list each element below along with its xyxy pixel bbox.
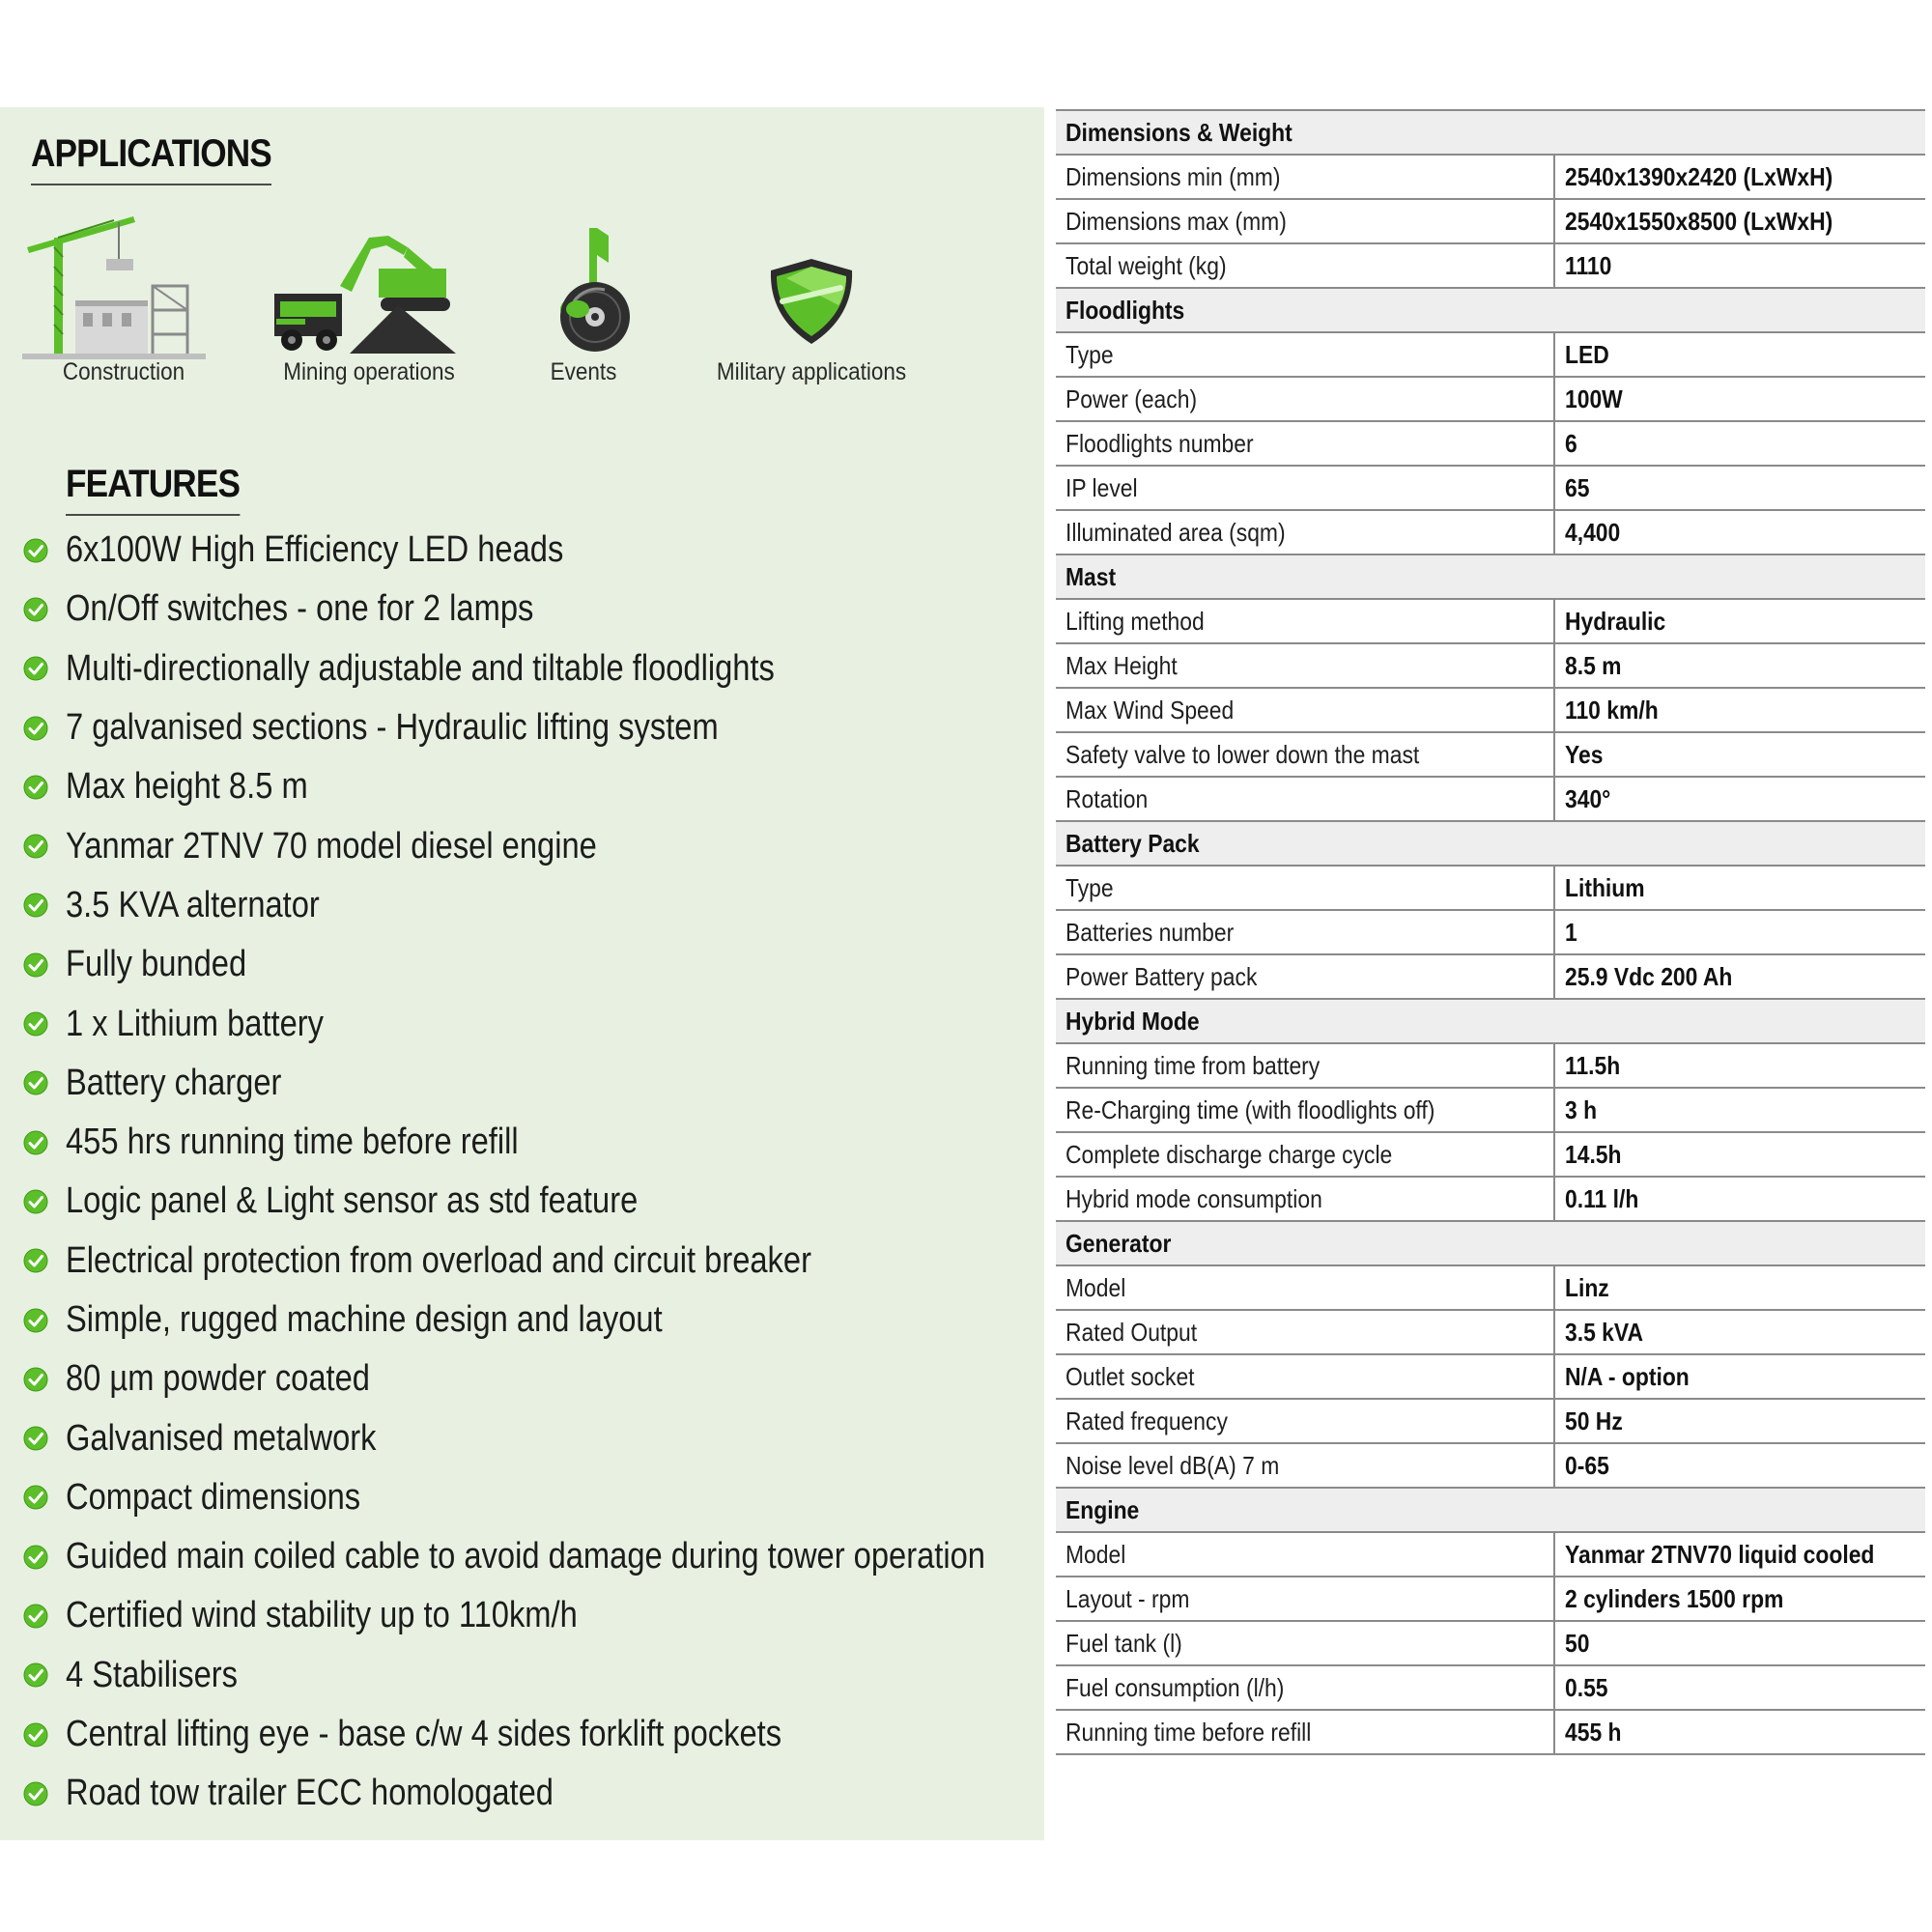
feature-item <box>23 698 1135 757</box>
spec-value <box>1554 466 1925 510</box>
spec-value <box>1554 1710 1925 1754</box>
spec-value-text: 50 <box>1565 1629 1590 1658</box>
spec-row <box>1056 1399 1925 1443</box>
feature-text: Yanmar 2TNV 70 model diesel engine <box>66 825 597 867</box>
spec-value <box>1554 243 1925 288</box>
check-circle-icon <box>23 952 48 978</box>
spec-row <box>1056 1443 1925 1488</box>
spec-key <box>1056 1399 1554 1443</box>
spec-key-text: IP level <box>1065 473 1138 502</box>
spec-value-text: 3 h <box>1565 1095 1598 1124</box>
spec-section-title-text: Engine <box>1065 1495 1140 1524</box>
spec-row <box>1056 688 1925 732</box>
spec-value-text: 455 h <box>1565 1718 1622 1747</box>
spec-key-text: Rotation <box>1065 784 1149 813</box>
specifications-table <box>1056 109 1925 1755</box>
check-circle-icon <box>23 1604 48 1629</box>
feature-text: Certified wind stability up to 110km/h <box>66 1595 578 1636</box>
spec-section-title <box>1056 554 1925 599</box>
feature-text: Logic panel & Light sensor as std feature <box>66 1180 639 1222</box>
spec-key-text: Hybrid mode consumption <box>1065 1184 1322 1213</box>
feature-item <box>23 1705 1135 1764</box>
feature-item <box>23 994 1135 1053</box>
spec-key-text: Running time from battery <box>1065 1051 1321 1080</box>
spec-section-title <box>1056 821 1925 866</box>
spec-key <box>1056 155 1554 199</box>
spec-section-header <box>1056 1221 1925 1265</box>
spec-value-text: 2540x1550x8500 (LxWxH) <box>1565 207 1833 236</box>
spec-row <box>1056 243 1925 288</box>
check-circle-icon <box>23 1722 48 1747</box>
spec-key <box>1056 199 1554 243</box>
spec-section-title-text: Dimensions & Weight <box>1065 118 1293 147</box>
feature-item <box>23 1350 1135 1408</box>
spec-key-text: Total weight (kg) <box>1065 251 1227 280</box>
spec-value-text: 2540x1390x2420 (LxWxH) <box>1565 162 1833 191</box>
spec-key-text: Illuminated area (sqm) <box>1065 518 1286 547</box>
application-label: Military applications <box>716 358 907 385</box>
check-circle-icon <box>23 1662 48 1688</box>
spec-key-text: Power Battery pack <box>1065 962 1258 991</box>
feature-text: Galvanised metalwork <box>66 1417 377 1459</box>
spec-key-text: Dimensions max (mm) <box>1065 207 1287 236</box>
spec-key-text: Safety valve to lower down the mast <box>1065 740 1420 769</box>
spec-value <box>1554 155 1925 199</box>
application-mining <box>263 209 475 402</box>
spec-row <box>1056 1310 1925 1354</box>
spec-key <box>1056 1710 1554 1754</box>
feature-text: Battery charger <box>66 1062 282 1103</box>
spec-section-title <box>1056 1221 1925 1265</box>
spec-row <box>1056 1354 1925 1399</box>
spec-value <box>1554 643 1925 688</box>
spec-row <box>1056 1265 1925 1310</box>
spec-key-text: Model <box>1065 1273 1126 1302</box>
spec-key <box>1056 1532 1554 1577</box>
feature-text: Multi-directionally adjustable and tiltable floodlights <box>66 647 775 689</box>
feature-text: Simple, rugged machine design and layout <box>66 1299 663 1340</box>
spec-key-text: Running time before refill <box>1065 1718 1312 1747</box>
feature-text: 1 x Lithium battery <box>66 1003 325 1044</box>
spec-section-header <box>1056 288 1925 332</box>
spec-value-text: Yanmar 2TNV70 liquid cooled <box>1565 1540 1875 1569</box>
spec-row <box>1056 643 1925 688</box>
check-circle-icon <box>23 1545 48 1570</box>
spec-key <box>1056 466 1554 510</box>
spec-value-text: 0.55 <box>1565 1673 1608 1702</box>
spec-key <box>1056 777 1554 821</box>
check-circle-icon <box>23 893 48 918</box>
spec-key-text: Layout - rpm <box>1065 1584 1190 1613</box>
feature-text: Fully bunded <box>66 944 247 985</box>
spec-value <box>1554 910 1925 954</box>
spec-value <box>1554 1088 1925 1132</box>
spec-value-text: 110 km/h <box>1565 696 1659 724</box>
feature-text: 80 µm powder coated <box>66 1358 370 1400</box>
spec-value <box>1554 332 1925 377</box>
spec-value-text: Lithium <box>1565 873 1645 902</box>
shield-icon <box>705 209 918 363</box>
spec-key-text: Complete discharge charge cycle <box>1065 1140 1393 1169</box>
spec-value <box>1554 866 1925 910</box>
spec-row <box>1056 510 1925 554</box>
spec-section-title <box>1056 288 1925 332</box>
spec-key <box>1056 688 1554 732</box>
spec-key <box>1056 243 1554 288</box>
spec-row <box>1056 199 1925 243</box>
spec-row <box>1056 1177 1925 1221</box>
spec-value-text: Hydraulic <box>1565 607 1666 636</box>
feature-item <box>23 935 1135 994</box>
spec-value-text: Linz <box>1565 1273 1609 1302</box>
check-circle-icon <box>23 1011 48 1037</box>
check-circle-icon <box>23 1308 48 1333</box>
spec-value-text: Yes <box>1565 740 1604 769</box>
feature-item <box>23 580 1135 639</box>
spec-key <box>1056 1665 1554 1710</box>
spec-value <box>1554 1399 1925 1443</box>
spec-key-text: Rated frequency <box>1065 1406 1228 1435</box>
spec-row <box>1056 1132 1925 1177</box>
check-circle-icon <box>23 1485 48 1510</box>
spec-value <box>1554 1310 1925 1354</box>
spec-key-text: Batteries number <box>1065 918 1235 947</box>
spec-row <box>1056 1088 1925 1132</box>
spec-key-text: Lifting method <box>1065 607 1205 636</box>
spec-value-text: 25.9 Vdc 200 Ah <box>1565 962 1733 991</box>
spec-key <box>1056 332 1554 377</box>
spec-row <box>1056 1710 1925 1754</box>
feature-item <box>23 1172 1135 1231</box>
feature-text: Guided main coiled cable to avoid damage during tower operation <box>66 1536 985 1577</box>
spec-key-text: Floodlights number <box>1065 429 1254 458</box>
spec-value-text: 0.11 l/h <box>1565 1184 1639 1213</box>
feature-item <box>23 1586 1135 1645</box>
spec-section-header <box>1056 999 1925 1043</box>
spec-value-text: 8.5 m <box>1565 651 1622 680</box>
spec-value-text: 6 <box>1565 429 1577 458</box>
spec-value <box>1554 954 1925 999</box>
feature-item <box>23 1291 1135 1350</box>
spec-value <box>1554 732 1925 777</box>
spec-value <box>1554 1443 1925 1488</box>
spec-value-text: N/A - option <box>1565 1362 1690 1391</box>
check-circle-icon <box>23 1189 48 1214</box>
check-circle-icon <box>23 834 48 859</box>
spec-section-title-text: Floodlights <box>1065 296 1185 325</box>
spec-row <box>1056 1043 1925 1088</box>
spec-section-header <box>1056 1488 1925 1532</box>
spec-key <box>1056 866 1554 910</box>
feature-text: 4 Stabilisers <box>66 1654 239 1695</box>
spec-key-text: Model <box>1065 1540 1126 1569</box>
feature-item <box>23 873 1135 935</box>
spec-key-text: Max Wind Speed <box>1065 696 1235 724</box>
spec-section-title <box>1056 999 1925 1043</box>
spec-key-text: Noise level dB(A) 7 m <box>1065 1451 1280 1480</box>
feature-text: Road tow trailer ECC homologated <box>66 1773 554 1814</box>
spec-row <box>1056 1577 1925 1621</box>
spec-value <box>1554 1577 1925 1621</box>
spec-key-text: Type <box>1065 873 1114 902</box>
spec-key <box>1056 1354 1554 1399</box>
applications-features-panel <box>0 107 1044 1840</box>
feature-list <box>23 521 1135 1824</box>
spec-row <box>1056 732 1925 777</box>
check-circle-icon <box>23 1781 48 1806</box>
spec-key-text: Re-Charging time (with floodlights off) <box>1065 1095 1435 1124</box>
spec-value <box>1554 510 1925 554</box>
check-circle-icon <box>23 775 48 800</box>
feature-text: On/Off switches - one for 2 lamps <box>66 588 534 630</box>
spec-section-title-text: Generator <box>1065 1229 1172 1258</box>
spec-value <box>1554 688 1925 732</box>
spec-row <box>1056 1665 1925 1710</box>
spec-key-text: Rated Output <box>1065 1318 1198 1347</box>
spec-value-text: 0-65 <box>1565 1451 1609 1480</box>
spec-row <box>1056 377 1925 421</box>
feature-item <box>23 1527 1135 1586</box>
spec-section-header <box>1056 554 1925 599</box>
spec-key <box>1056 732 1554 777</box>
feature-text: Max height 8.5 m <box>66 766 308 808</box>
feature-item <box>23 1113 1135 1172</box>
spec-value <box>1554 1043 1925 1088</box>
feature-text: Compact dimensions <box>66 1476 361 1518</box>
check-circle-icon <box>23 716 48 741</box>
spec-section-title-text: Battery Pack <box>1065 829 1200 858</box>
spec-value <box>1554 377 1925 421</box>
check-circle-icon <box>23 656 48 681</box>
spec-value-text: 100W <box>1565 384 1623 413</box>
crane-building-icon <box>17 209 211 363</box>
spec-value-text: LED <box>1565 340 1609 369</box>
feature-item <box>23 1764 1135 1823</box>
check-circle-icon <box>23 597 48 622</box>
check-circle-icon <box>23 538 48 563</box>
spec-section-title-text: Hybrid Mode <box>1065 1007 1200 1036</box>
spec-key <box>1056 910 1554 954</box>
spec-value <box>1554 1132 1925 1177</box>
spec-value-text: 65 <box>1565 473 1590 502</box>
spec-key <box>1056 1621 1554 1665</box>
feature-item <box>23 816 1135 875</box>
spec-key-text: Dimensions min (mm) <box>1065 162 1281 191</box>
spec-key <box>1056 1177 1554 1221</box>
music-note-disc-icon <box>477 209 690 363</box>
application-events <box>477 209 690 402</box>
spec-key-text: Max Height <box>1065 651 1178 680</box>
spec-section-header <box>1056 110 1925 155</box>
spec-value <box>1554 199 1925 243</box>
feature-item <box>23 1054 1135 1113</box>
spec-section-header <box>1056 821 1925 866</box>
feature-text: Central lifting eye - base c/w 4 sides forklift pockets <box>66 1714 782 1755</box>
spec-key <box>1056 643 1554 688</box>
spec-section-title <box>1056 110 1925 155</box>
feature-text: Electrical protection from overload and circuit breaker <box>66 1239 811 1281</box>
spec-row <box>1056 910 1925 954</box>
application-label: Construction <box>62 358 185 385</box>
feature-text: 7 galvanised sections - Hydraulic lifting system <box>66 707 719 749</box>
spec-key-text: Outlet socket <box>1065 1362 1195 1391</box>
application-label: Mining operations <box>283 358 455 385</box>
applications-heading: APPLICATIONS <box>31 132 271 185</box>
check-circle-icon <box>23 1070 48 1095</box>
spec-row <box>1056 155 1925 199</box>
spec-value-text: 3.5 kVA <box>1565 1318 1643 1347</box>
spec-key-text: Fuel tank (l) <box>1065 1629 1182 1658</box>
spec-key-text: Power (each) <box>1065 384 1198 413</box>
spec-value-text: 1 <box>1565 918 1577 947</box>
feature-item <box>23 757 1135 816</box>
features-heading: FEATURES <box>66 463 240 516</box>
spec-row <box>1056 954 1925 999</box>
spec-row <box>1056 599 1925 643</box>
spec-key <box>1056 1443 1554 1488</box>
application-label: Events <box>550 358 617 385</box>
spec-key <box>1056 1310 1554 1354</box>
feature-item <box>23 1232 1135 1291</box>
feature-item <box>23 1646 1135 1705</box>
spec-key <box>1056 377 1554 421</box>
spec-key-text: Fuel consumption (l/h) <box>1065 1673 1285 1702</box>
spec-key-text: Type <box>1065 340 1114 369</box>
spec-row <box>1056 332 1925 377</box>
spec-value <box>1554 599 1925 643</box>
check-circle-icon <box>23 1367 48 1392</box>
feature-text: 6x100W High Efficiency LED heads <box>66 529 564 571</box>
spec-row <box>1056 866 1925 910</box>
application-military <box>705 209 918 402</box>
check-circle-icon <box>23 1248 48 1273</box>
spec-section-title <box>1056 1488 1925 1532</box>
spec-value-text: 2 cylinders 1500 rpm <box>1565 1584 1784 1613</box>
spec-row <box>1056 1621 1925 1665</box>
spec-section-title-text: Mast <box>1065 562 1117 591</box>
spec-value <box>1554 1665 1925 1710</box>
feature-text: 455 hrs running time before refill <box>66 1122 519 1163</box>
spec-value <box>1554 1621 1925 1665</box>
spec-value-text: 11.5h <box>1565 1051 1621 1080</box>
application-construction <box>17 209 230 402</box>
spec-value-text: 1110 <box>1565 251 1612 280</box>
spec-value-text: 340° <box>1565 784 1611 813</box>
spec-value <box>1554 1265 1925 1310</box>
check-circle-icon <box>23 1426 48 1451</box>
spec-key <box>1056 1088 1554 1132</box>
spec-key <box>1056 510 1554 554</box>
spec-key <box>1056 1577 1554 1621</box>
feature-item <box>23 1468 1135 1527</box>
spec-row <box>1056 466 1925 510</box>
spec-value-text: 50 Hz <box>1565 1406 1623 1435</box>
spec-value-text: 4,400 <box>1565 518 1621 547</box>
spec-value <box>1554 1532 1925 1577</box>
excavator-truck-icon <box>263 209 475 363</box>
spec-key <box>1056 1043 1554 1088</box>
spec-key <box>1056 421 1554 466</box>
spec-value <box>1554 1177 1925 1221</box>
spec-row <box>1056 777 1925 821</box>
spec-row <box>1056 421 1925 466</box>
spec-value-text: 14.5h <box>1565 1140 1622 1169</box>
check-circle-icon <box>23 1130 48 1155</box>
spec-key <box>1056 1132 1554 1177</box>
spec-key <box>1056 1265 1554 1310</box>
spec-key <box>1056 954 1554 999</box>
spec-value <box>1554 421 1925 466</box>
spec-value <box>1554 777 1925 821</box>
feature-item <box>23 521 1135 580</box>
spec-row <box>1056 1532 1925 1577</box>
spec-value <box>1554 1354 1925 1399</box>
feature-text: 3.5 KVA alternator <box>66 884 320 925</box>
spec-key <box>1056 599 1554 643</box>
feature-item <box>23 639 1135 698</box>
feature-item <box>23 1408 1135 1467</box>
